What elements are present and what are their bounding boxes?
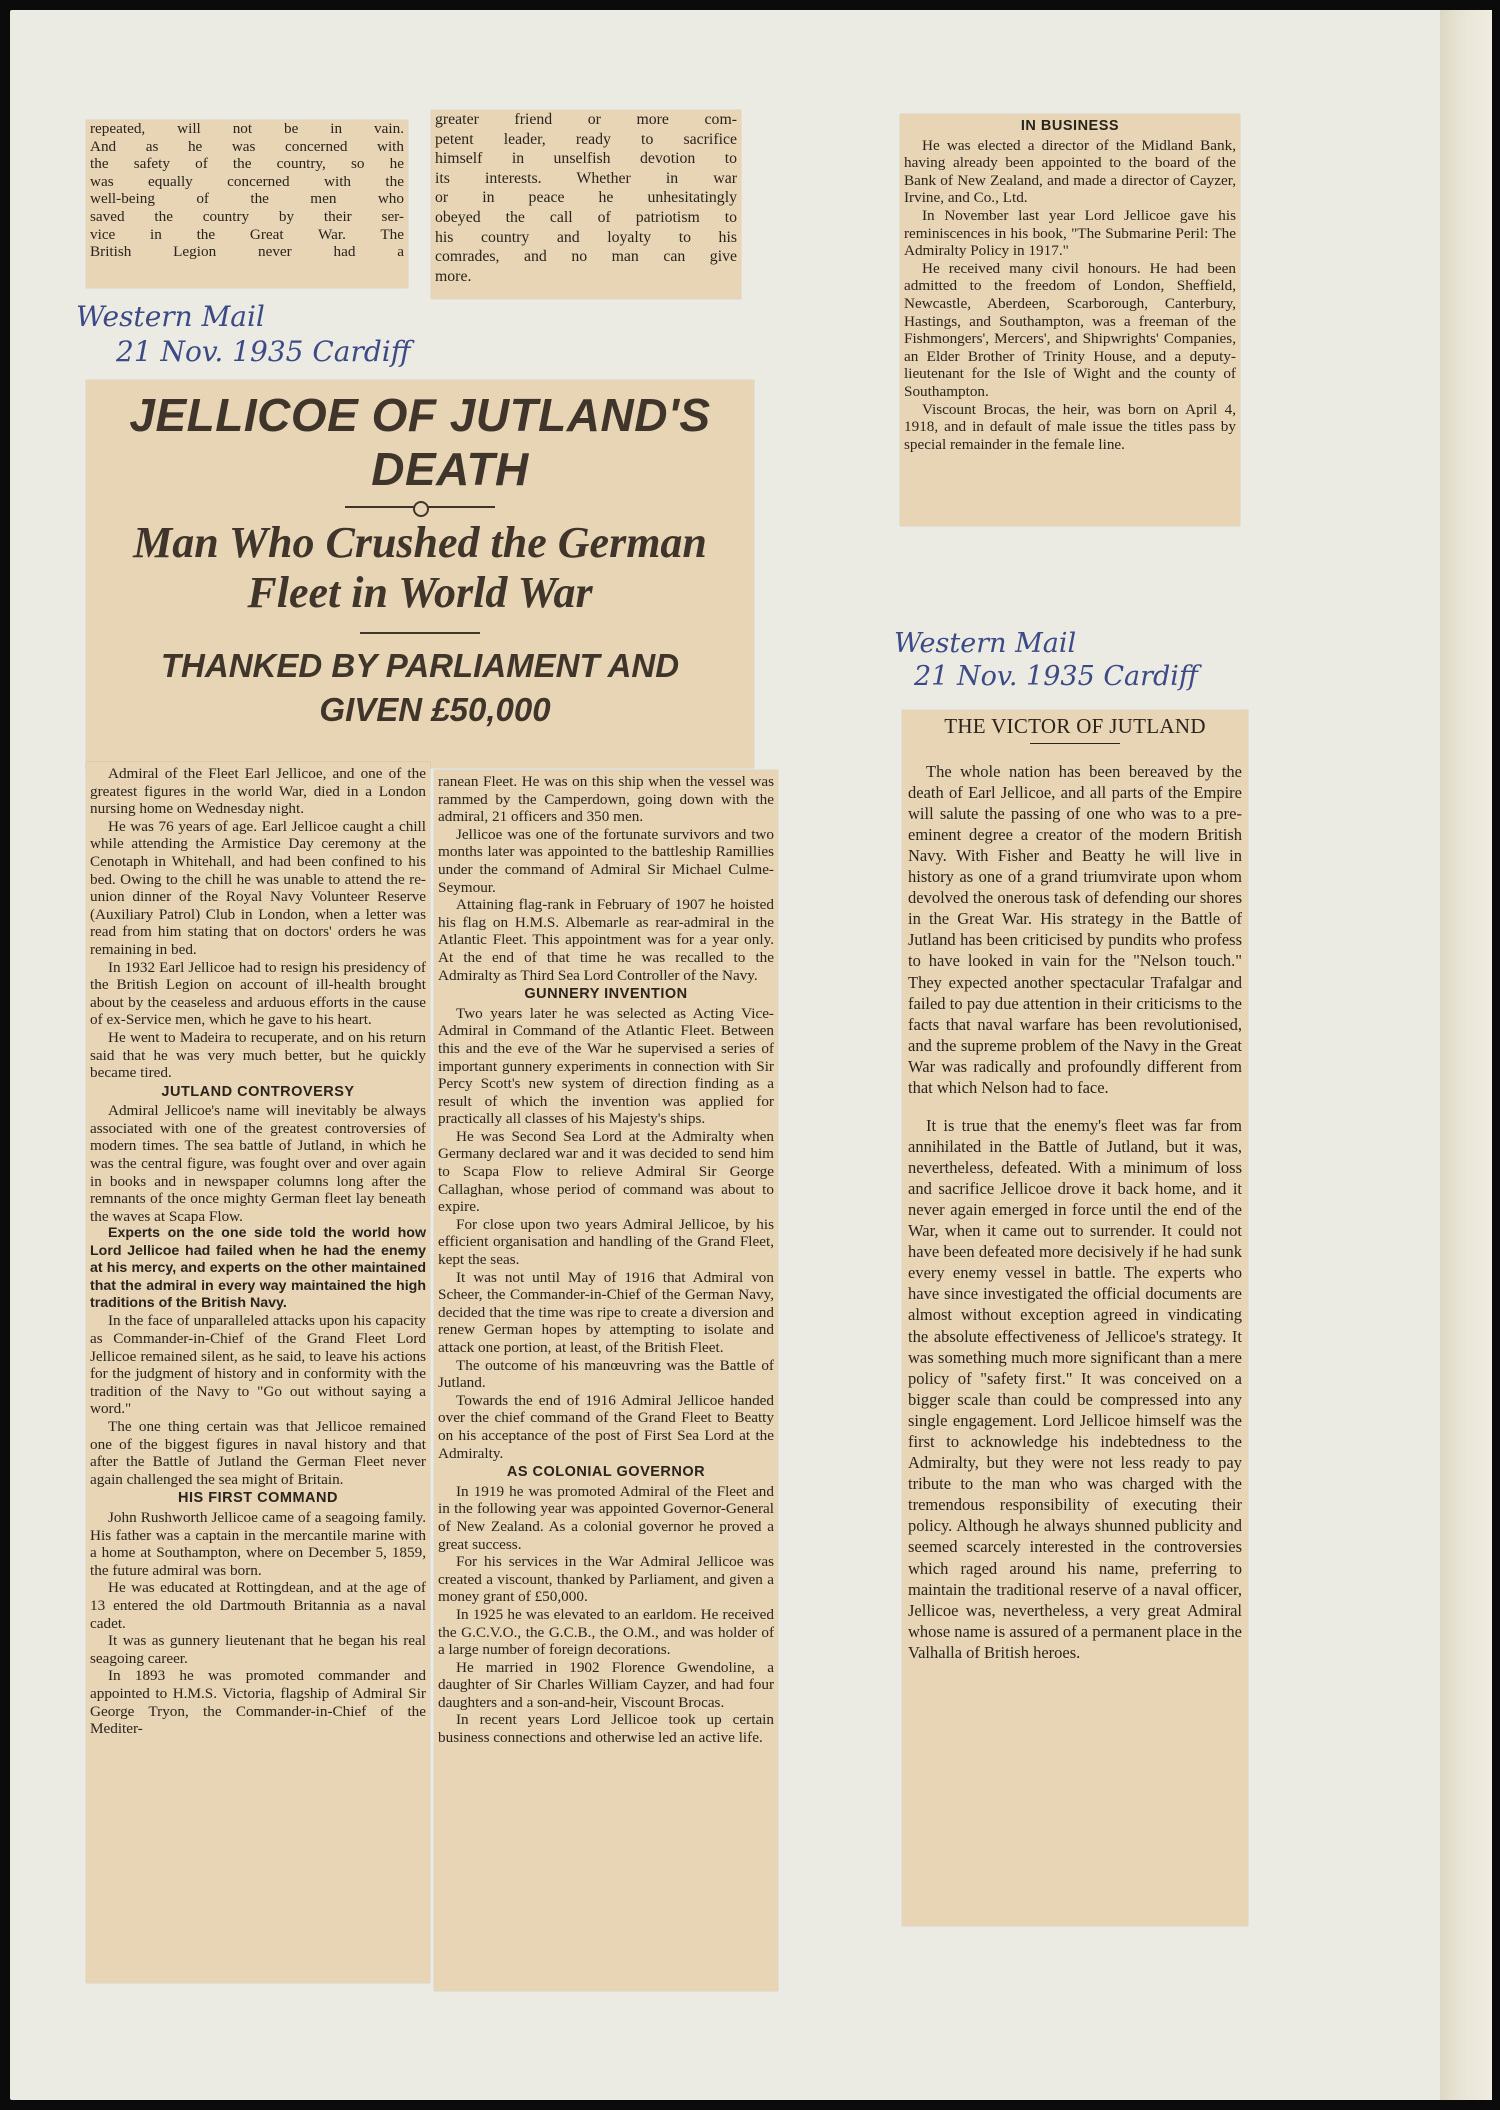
article-paragraph: Attaining flag-rank in February of 1907 he hoisted his flag on H.M.S. Albemarle as rear-admiral in the Atlantic Fleet. This appointment was for a year only. At the end of that time he was recalled to the Admiralty as Third Sea Lord Controller of the Navy. bbox=[438, 896, 774, 984]
article-paragraph: Admiral Jellicoe's name will inevitably be always associated with one of the greatest controversies of modern times. The sea battle of Jutland, in which he was the central figure, was fought over and over again in books and in newspaper columns long after the remnants of the once mighty German fleet lay beneath the waves at Scapa Flow. bbox=[90, 1102, 426, 1225]
page-gutter bbox=[1440, 10, 1492, 2100]
section-heading: IN BUSINESS bbox=[1020, 118, 1120, 134]
article-column-2 bbox=[434, 770, 778, 1991]
article-paragraph: Two years later he was selected as Acting Vice-Admiral in Command of the Atlantic Fleet. Between this and the eve of the War he supervised a series of important gunnery experiments in connection with Sir Percy Scott's new system of direction finding as a result of which the invention was applied for practically all classes of his Majesty's ships. bbox=[438, 1004, 774, 1128]
clipping-fragment-left bbox=[86, 120, 408, 288]
scrapbook-page bbox=[10, 10, 1492, 2100]
fragment-line: was equally concerned with the bbox=[90, 172, 404, 190]
section-heading: JUTLAND CONTROVERSY bbox=[161, 1083, 355, 1100]
fragment-line: more. bbox=[435, 267, 472, 285]
article-paragraph: In 1919 he was promoted Admiral of the Fleet and in the following year was appointed Governor-General of New Zealand. As a colonial governor he proved a great success. bbox=[438, 1482, 774, 1553]
article-paragraph: In recent years Lord Jellicoe took up certain business connections and otherwise led an active life. bbox=[438, 1711, 774, 1747]
article-paragraph: He was 76 years of age. Earl Jellicoe caught a chill while attending the Armistice Day ceremony at the Cenotaph in Whitehall, and had been confined to his bed. Owing to the chill he was unable to attend the re-union dinner of the Royal Navy Volunteer Reserve (Auxiliary Patrol) Club in London, when a letter was read from him stating that on doctors' orders he was remaining in bed. bbox=[90, 817, 426, 958]
fragment-line: British Legion never had a bbox=[90, 243, 404, 261]
fragment-line: well-being of the men who bbox=[90, 190, 404, 208]
fragment-line: its interests. Whether in war bbox=[435, 169, 737, 187]
headline-title-line2: DEATH bbox=[371, 443, 529, 495]
fragment-line: petent leader, ready to sacrifice bbox=[435, 130, 737, 148]
fragment-line: the safety of the country, so he bbox=[90, 155, 404, 173]
ornament-rule bbox=[345, 506, 495, 508]
article-paragraph: The outcome of his manœuvring was the Battle of Jutland. bbox=[438, 1356, 774, 1392]
article-paragraph: Admiral of the Fleet Earl Jellicoe, and one of the greatest figures in the world War, died in a London nursing home on Wednesday night. bbox=[90, 765, 426, 818]
headline-sub2-line2: GIVEN £50,000 bbox=[319, 691, 551, 728]
handwritten-line: 21 Nov. 1935 Cardiff bbox=[116, 335, 411, 368]
article-paragraph: He was educated at Rottingdean, and at the age of 13 entered the old Dartmouth Britannia as a naval cadet. bbox=[90, 1579, 426, 1632]
fragment-line: And as he was concerned with bbox=[90, 137, 404, 155]
article-paragraph: ranean Fleet. He was on this ship when the vessel was rammed by the Camperdown, going down with the admiral, 21 officers and 350 men. bbox=[438, 773, 774, 826]
section-heading: GUNNERY INVENTION bbox=[524, 986, 688, 1003]
headline-sub2-line1: THANKED BY PARLIAMENT AND bbox=[160, 647, 680, 684]
editorial-title: THE VICTOR OF JUTLAND bbox=[944, 714, 1206, 738]
headline-subtitle-line1: Man Who Crushed the German bbox=[133, 518, 707, 567]
article-paragraph: The one thing certain was that Jellicoe remained one of the biggest figures in naval history and that after the Battle of Jutland the German Fleet never again challenged the sea might of Britain. bbox=[90, 1418, 426, 1488]
article-paragraph: It was as gunnery lieutenant that he began his real seagoing career. bbox=[90, 1632, 426, 1667]
fragment-line: himself in unselfish devotion to bbox=[435, 150, 737, 168]
article-paragraph: He received many civil honours. He had been admitted to the freedom of London, Sheffield, Newcastle, Aberdeen, Scarborough, Canterbury, Hastings, and Southampton, was a freeman of the Fishmongers', Mercers', and Shipwrights' Companies, an Elder Brother of Trinity House, and a deputy-lieutenant for the Isle of Wight and the county of Southampton. bbox=[904, 259, 1236, 400]
victor-of-jutland-clipping bbox=[902, 710, 1248, 1926]
article-paragraph: It was not until May of 1916 that Admiral von Scheer, the Commander-in-Chief of the German Navy, decided that the time was ripe to create a diversion and renew German hopes by attempting to isolate and attack one portion, at least, of the British Fleet. bbox=[438, 1268, 774, 1356]
article-paragraph: The whole nation has been bereaved by the death of Earl Jellicoe, and all parts of the Empire will salute the passing of one who was to a pre-eminent degree a creator of the modern British Navy. With Fisher and Beatty he will live in history as one of a grand triumvirate upon whom devolved the onerous task of defending our shores in the Great War. His strategy in the Battle of Jutland has been criticised by pundits who profess to have looked in vain for the "Nelson touch." They expected another spectacular Trafalgar and failed to pay due attention in their criticisms to the facts that naval warfare has been revolutionised, and the supreme problem of the Navy in the Great War was radically and profoundly different from that which Nelson had to face. bbox=[908, 761, 1242, 1097]
divider-rule bbox=[1030, 743, 1120, 744]
fragment-line: vice in the Great War. The bbox=[90, 225, 404, 243]
article-paragraph: Viscount Brocas, the heir, was born on April 4, 1918, and in default of male issue the titles pass by special remainder in the female line. bbox=[904, 400, 1236, 453]
handwritten-line: 21 Nov. 1935 Cardiff bbox=[914, 661, 1199, 692]
article-paragraph: Towards the end of 1916 Admiral Jellicoe handed over the chief command of the Grand Fleet to Beatty on his acceptance of the post of First Sea Lord at the Admiralty. bbox=[438, 1391, 774, 1462]
clipping-fragment-middle bbox=[431, 110, 741, 299]
article-paragraph: For his services in the War Admiral Jellicoe was created a viscount, thanked by Parliament, and given a money grant of £50,000. bbox=[438, 1553, 774, 1606]
article-paragraph: John Rushworth Jellicoe came of a seagoing family. His father was a captain in the mercantile marine with a home at Southampton, where on December 5, 1859, the future admiral was born. bbox=[90, 1509, 426, 1579]
article-bold-paragraph: Experts on the one side told the world how Lord Jellicoe had failed when he had the enemy at his mercy, and experts on the other maintained that the admiral in every way maintained the high traditions of the British Navy. bbox=[90, 1225, 426, 1312]
article-paragraph: He was elected a director of the Midland Bank, having already been appointed to the board of the Bank of New Zealand, and made a director of Cayzer, Irvine, and Co., Ltd. bbox=[904, 136, 1236, 207]
section-heading: HIS FIRST COMMAND bbox=[178, 1490, 338, 1507]
handwritten-source-note bbox=[894, 628, 1198, 692]
article-paragraph: In the face of unparalleled attacks upon his capacity as Commander-in-Chief of the Grand Fleet Lord Jellicoe remained silent, as he said, to leave his actions for the judgment of history and in conformity with the tradition of the Navy to "Go out without saying a word." bbox=[90, 1312, 426, 1418]
article-paragraph: In 1932 Earl Jellicoe had to resign his presidency of the British Legion on account of ill-health brought about by the ceaseless and arduous efforts in the cause of ex-Service men, which he gave to his heart. bbox=[90, 958, 426, 1029]
handwritten-source-note bbox=[76, 300, 411, 368]
article-paragraph: For close upon two years Admiral Jellicoe, by his efficient organisation and handling of the Grand Fleet, kept the seas. bbox=[438, 1215, 774, 1269]
article-paragraph: In 1893 he was promoted commander and appointed to H.M.S. Victoria, flagship of Admiral Sir George Tryon, the Commander-in-Chief of the Mediter- bbox=[90, 1667, 426, 1738]
fragment-line: greater friend or more com- bbox=[435, 111, 737, 128]
article-paragraph: Jellicoe was one of the fortunate survivors and two months later was appointed to the battleship Ramillies under the command of Admiral Sir Michael Culme-Seymour. bbox=[438, 825, 774, 896]
article-paragraph: He was Second Sea Lord at the Admiralty when Germany declared war and it was decided to send him to Scapa Flow to relieve Admiral Sir George Callaghan, whose period of command was about to expire. bbox=[438, 1127, 774, 1216]
in-business-clipping bbox=[900, 114, 1240, 526]
fragment-line: saved the country by their ser- bbox=[90, 207, 404, 225]
fragment-line: repeated, will not be in vain. bbox=[90, 120, 404, 137]
article-paragraph: In 1925 he was elevated to an earldom. He received the G.C.V.O., the G.C.B., the O.M., and was holder of a large number of foreign decorations. bbox=[438, 1605, 774, 1659]
handwritten-line: Western Mail bbox=[76, 300, 265, 333]
article-paragraph: He married in 1902 Florence Gwendoline, a daughter of Sir Charles William Cayzer, and had four daughters and a son-and-heir, Viscount Brocas. bbox=[438, 1658, 774, 1711]
fragment-line: or in peace he unhesitatingly bbox=[435, 189, 737, 207]
headline-clipping bbox=[86, 380, 754, 768]
fragment-line: obeyed the call of patriotism to bbox=[435, 208, 737, 226]
article-paragraph: In November last year Lord Jellicoe gave his reminiscences in his book, "The Submarine Peril: The Admiralty Policy in 1917." bbox=[904, 206, 1236, 260]
section-heading: AS COLONIAL GOVERNOR bbox=[506, 1464, 706, 1481]
article-paragraph: It is true that the enemy's fleet was far from annihilated in the Battle of Jutland, but it was, nevertheless, defeated. With a minimum of loss and sacrifice Jellicoe drove it back home, and it never again emerged in force until the end of the War, when it came out to surrender. It could not have been defeated more decisively if he had sunk every enemy vessel in battle. The experts who have since investigated the official documents are almost without exception agreed in vindicating the absolute effectiveness of Jellicoe's strategy. It was something much more significant than a mere policy of "safety first." It was conceived on a bigger scale than could be compressed into any single engagement. Lord Jellicoe himself was the first to acknowledge his indebtedness to the Admiralty, but they were not less ready to pay tribute to the man who was charged with the tremendous responsibility of executing their policy. Although he always shunned publicity and seemed scarcely interested in the controversies which raged around his name, preferring to maintain the traditional reserve of a naval officer, Jellicoe was, nevertheless, a very great Admiral whose name is assured of a permanent place in the Valhalla of British heroes. bbox=[908, 1115, 1243, 1662]
headline-subtitle-line2: Fleet in World War bbox=[247, 568, 593, 617]
headline-title-line1: JELLICOE OF JUTLAND'S bbox=[129, 389, 711, 441]
fragment-line: comrades, and no man can give bbox=[435, 248, 737, 266]
article-column-1 bbox=[86, 762, 430, 1983]
article-paragraph: He went to Madeira to recuperate, and on his return said that he was very much better, but he quickly became tired. bbox=[90, 1028, 426, 1082]
divider-rule bbox=[360, 632, 480, 634]
handwritten-line: Western Mail bbox=[894, 628, 1077, 659]
fragment-line: his country and loyalty to his bbox=[435, 228, 737, 246]
